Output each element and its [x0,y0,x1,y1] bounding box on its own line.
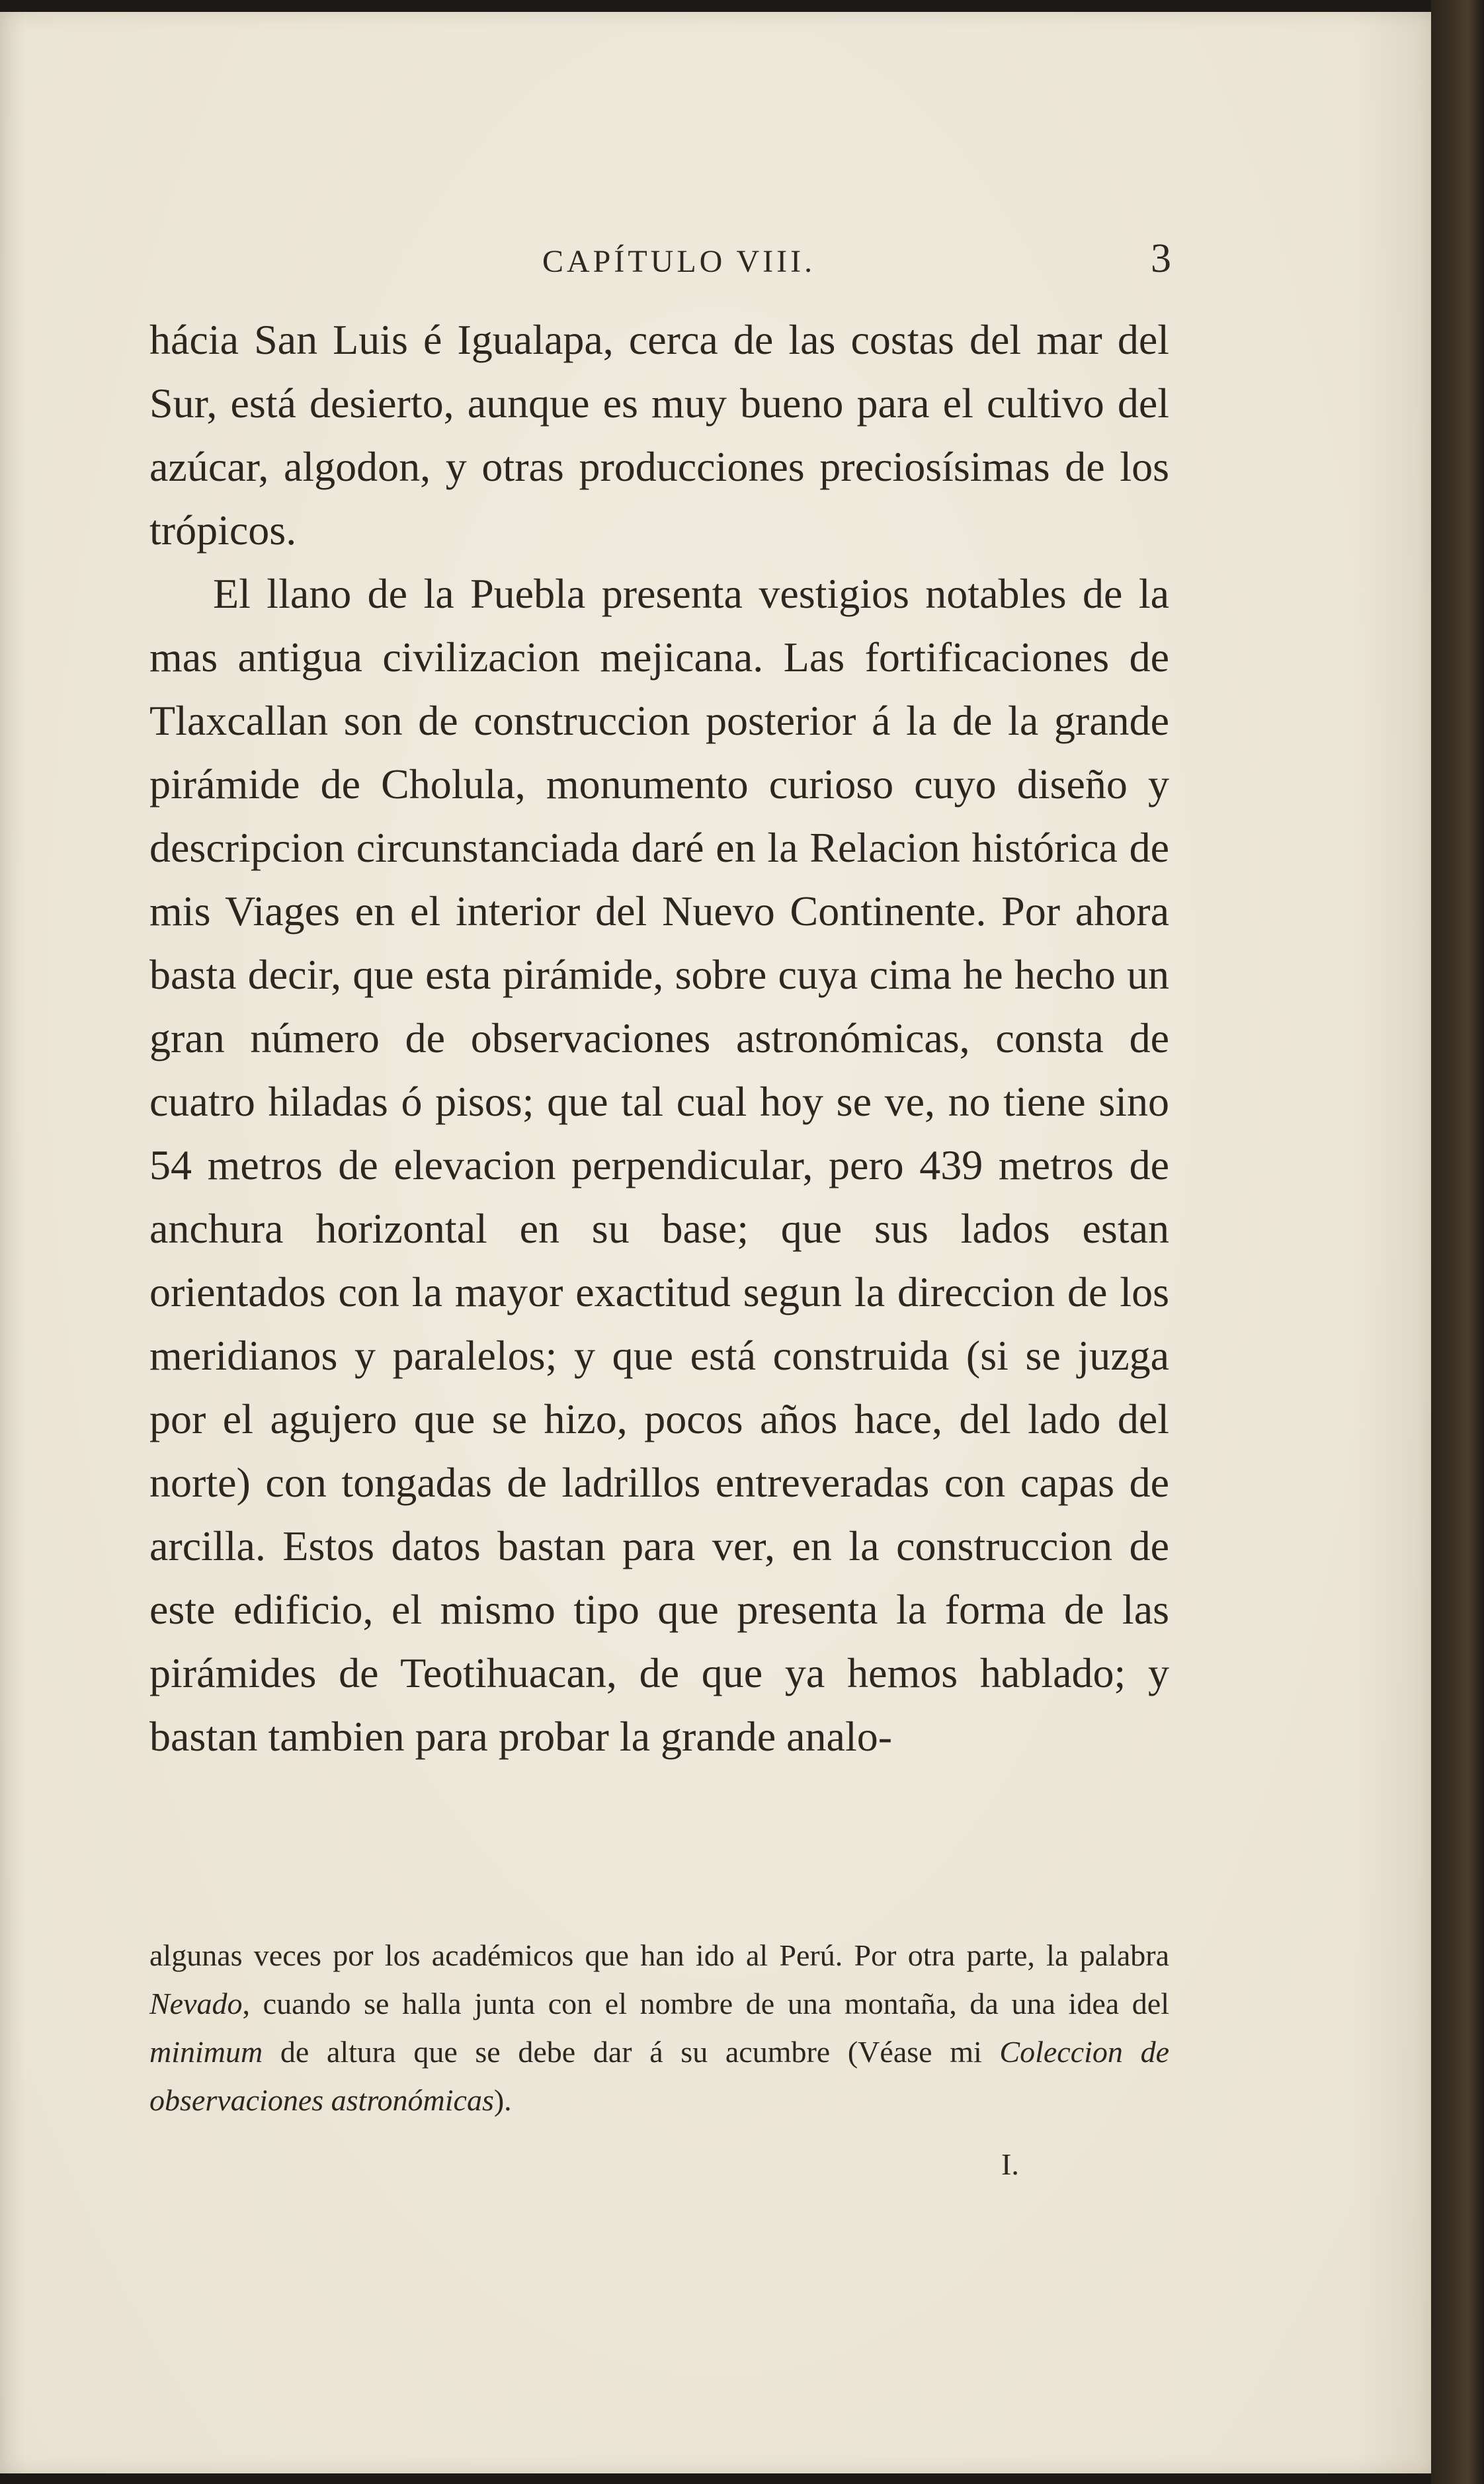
footnote [149,1931,1169,2124]
footnote-text-2: , cuando se halla junta con el nombre de una montaña, da una idea del [242,1987,1169,2020]
footnote-italic-nevado: Nevado [149,1987,243,2020]
book-page [0,12,1435,2473]
footnote-italic-coleccion: Coleccion de observaciones astronómicas [149,2035,1169,2117]
footnote-italic-minimum: minimum [149,2035,263,2069]
paragraph-continued: hácia San Luis é Igualapa, cerca de las costas del mar del Sur, está desierto, aunque es muy bueno para el cultivo del azúcar, algodon, y otras producciones preciosísimas de los trópicos. [149,316,1169,554]
book-spine-edge [1431,0,1484,2484]
footnote-text-1: algunas veces por los académicos que han ido al Perú. Por otra parte, la palabra [149,1938,1169,1972]
signature-mark: I. [1001,2147,1019,2181]
running-title: CAPÍTULO VIII. [542,244,816,279]
paragraph-puebla: El llano de la Puebla presenta vestigios notables de la mas antigua civilizacion mejicana. Las fortificaciones de Tlaxcallan son de construccion posterior á la de la grande pirámide de Cholula, monumento curioso cuyo diseño y descripcion circunstanciada daré en la Relacion histórica de mis Viages en el interior del Nuevo Continente. Por ahora basta decir, que esta pirámide, sobre cuya cima he hecho un gran número de observaciones astronómicas, consta de cuatro hiladas ó pisos; que tal cual hoy se ve, no tiene sino 54 metros de elevacion perpendicular, pero 439 metros de anchura horizontal en su base; que sus lados estan orientados con la mayor exactitud segun la direccion de los meridianos y paralelos; y que está construida (si se juzga por el agujero que se hizo, pocos años hace, del lado del norte) con tongadas de ladrillos entreveradas con capas de arcilla. Estos datos bastan para ver, en la construccion de este edificio, el mismo tipo que presenta la forma de las pirámides de Teotihuacan, de que ya hemos hablado; y bastan tambien para probar la grande analo- [149,570,1169,1760]
main-text [149,308,1169,1768]
page-number: 3 [1151,236,1171,281]
footnote-text-3: de altura que se debe dar á su acumbre (Véase mi [263,2035,1000,2069]
footnote-text-4: ). [493,2083,512,2117]
